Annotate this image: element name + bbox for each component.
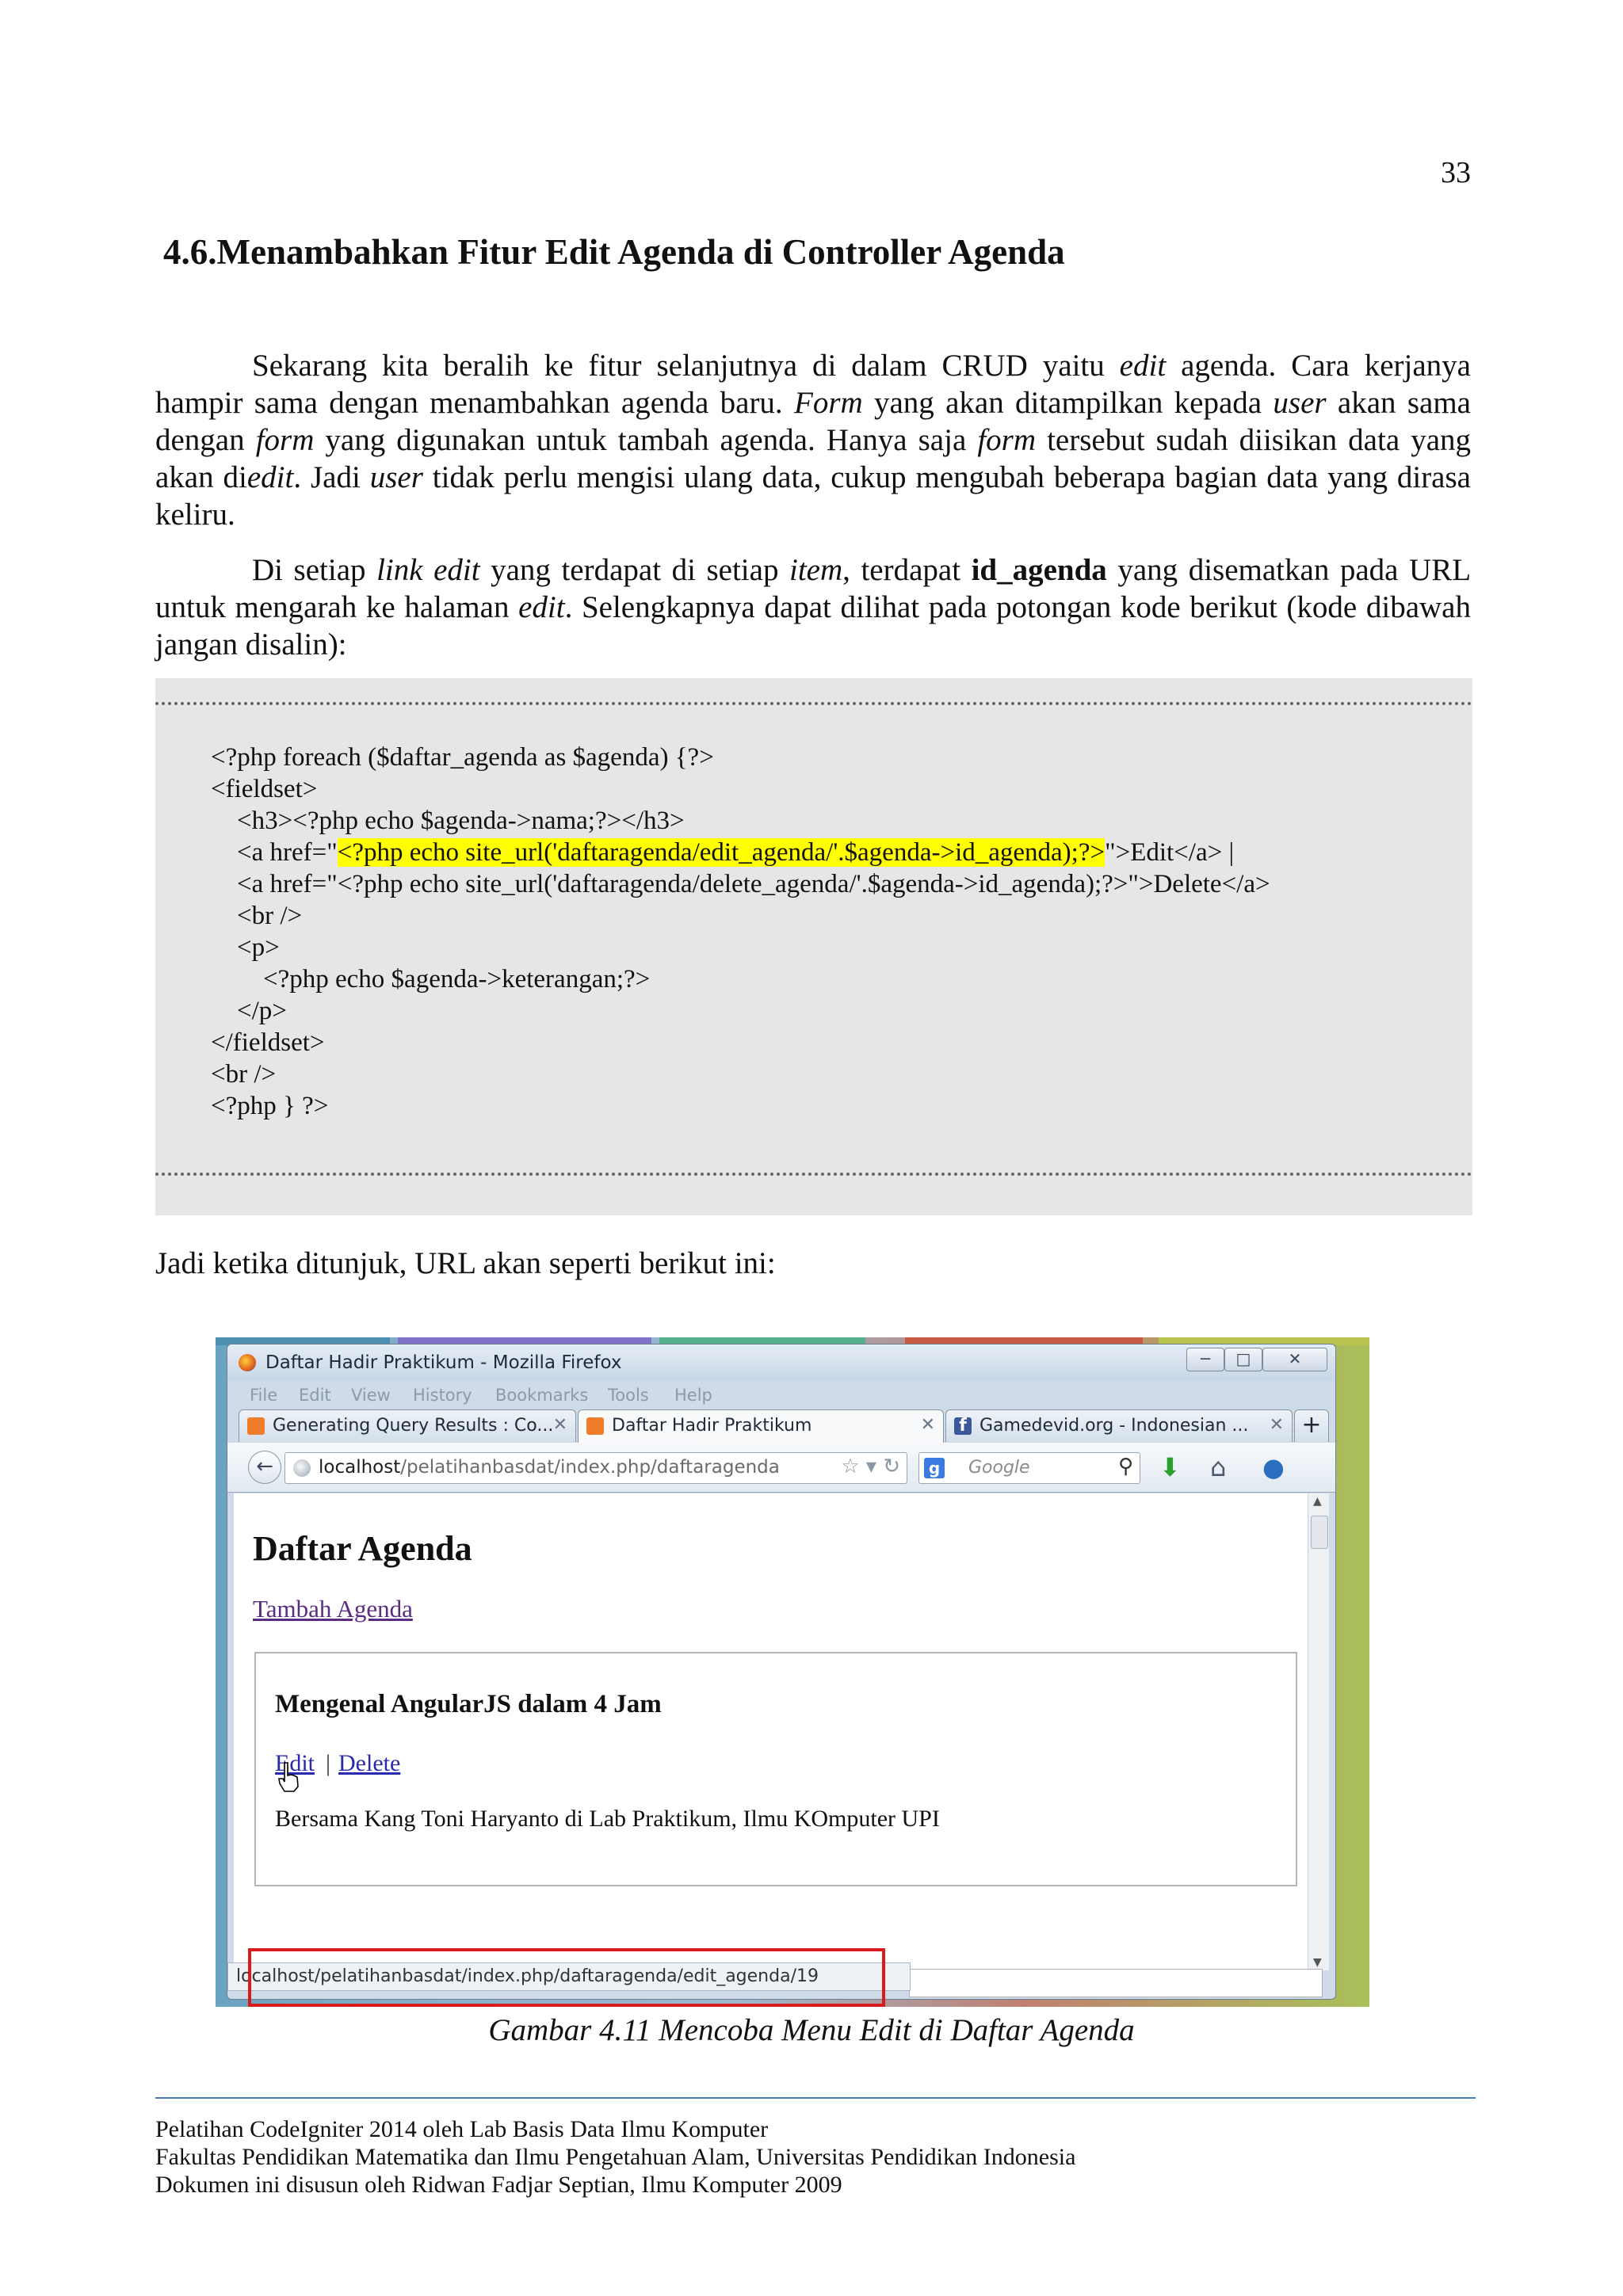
title-bar — [227, 1344, 1335, 1381]
code-line: <?php foreach ($daftar_agenda as $agenda) {?> — [211, 743, 714, 772]
maximize-button[interactable]: □ — [1224, 1348, 1262, 1371]
code-line: <?php echo $agenda->keterangan;?> — [211, 965, 651, 994]
firefox-logo-icon — [239, 1354, 256, 1371]
hand-cursor-icon — [277, 1761, 300, 1793]
close-tab-icon[interactable]: ✕ — [552, 1415, 567, 1435]
page-heading: Daftar Agenda — [253, 1529, 472, 1568]
footer-divider — [155, 2097, 1476, 2099]
footer-line: Fakultas Pendidikan Matematika dan Ilmu Pengetahuan Alam, Universitas Pendidikan Indonesia — [155, 2144, 1076, 2170]
code-top-divider — [155, 702, 1472, 705]
menu-tools[interactable]: Tools — [608, 1386, 649, 1405]
delete-link[interactable]: Delete — [338, 1750, 401, 1776]
search-bar[interactable] — [918, 1452, 1140, 1484]
code-line: <a href="<?php echo site_url('daftaragenda/edit_agenda/'.$agenda->id_agenda);?>">Edit</a> | — [211, 838, 1235, 867]
tab-gamedevid[interactable] — [945, 1409, 1293, 1442]
addon-icon[interactable]: ● — [1262, 1452, 1285, 1482]
menu-bar — [227, 1381, 1335, 1408]
code-line: <?php } ?> — [211, 1092, 329, 1120]
footer-line: Pelatihan CodeIgniter 2014 oleh Lab Basis Data Ilmu Komputer — [155, 2116, 769, 2142]
code-line: </fieldset> — [211, 1028, 325, 1057]
code-block — [155, 678, 1472, 1215]
scrollbar-thumb[interactable] — [1311, 1516, 1328, 1549]
url-bar[interactable] — [285, 1452, 907, 1484]
menu-history[interactable]: History — [413, 1386, 472, 1405]
code-line: <br /> — [211, 1060, 277, 1089]
status-url: localhost/pelatihanbasdat/index.php/daftaragenda/edit_agenda/19 — [236, 1966, 819, 1986]
google-icon: g — [924, 1458, 945, 1478]
horizontal-scrollbar[interactable] — [909, 1969, 1323, 1997]
scroll-up-icon[interactable]: ▲ — [1313, 1495, 1322, 1508]
xampp-icon — [247, 1417, 265, 1435]
search-icon[interactable]: ⚲ — [1117, 1455, 1133, 1478]
xampp-icon — [586, 1417, 604, 1435]
window-title: Daftar Hadir Praktikum - Mozilla Firefox — [265, 1352, 622, 1373]
highlight-box — [248, 1948, 885, 2007]
code-bottom-divider — [155, 1173, 1472, 1176]
menu-edit[interactable]: Edit — [299, 1386, 331, 1405]
code-lines — [211, 742, 1270, 1122]
close-tab-icon[interactable]: ✕ — [920, 1415, 935, 1435]
navigation-bar — [227, 1443, 1335, 1493]
globe-icon — [293, 1459, 311, 1477]
agenda-description: Bersama Kang Toni Haryanto di Lab Praktikum, Ilmu KOmputer UPI — [275, 1806, 940, 1832]
menu-file[interactable]: File — [250, 1386, 278, 1405]
tambah-agenda-link[interactable]: Tambah Agenda — [253, 1595, 413, 1623]
intro-paragraph: Sekarang kita beralih ke fitur selanjutnya di dalam CRUD yaitu edit agenda. Cara kerjanya hampir sama dengan menambahkan agenda baru. Form yang akan ditampilkan kepada user akan sama dengan form yang digunakan untuk tambah agenda. Hanya saja form tersebut sudah diisikan data yang akan diedit. Jadi user tidak perlu mengisi ulang data, cukup mengubah beberapa bagian data yang dirasa keliru. — [155, 349, 1472, 532]
figure-caption: Gambar 4.11 Mencoba Menu Edit di Daftar Agenda — [488, 2013, 1135, 2047]
tab-daftar-hadir[interactable] — [578, 1409, 944, 1444]
section-heading: 4.6.Menambahkan Fitur Edit Agenda di Controller Agenda — [163, 232, 1065, 272]
minimize-button[interactable]: ─ — [1186, 1348, 1224, 1371]
url-text: localhost/pelatihanbasdat/index.php/daftaragenda — [319, 1457, 780, 1478]
browser-screenshot — [216, 1337, 1369, 2007]
agenda-title: Mengenal AngularJS dalam 4 Jam — [275, 1690, 662, 1718]
page-number: 33 — [1441, 156, 1471, 189]
scrollbar[interactable] — [1308, 1493, 1329, 1970]
tab-label: Daftar Hadir Praktikum — [612, 1416, 812, 1436]
agenda-fieldset — [254, 1652, 1297, 1886]
facebook-icon: f — [954, 1417, 972, 1435]
tab-query-results[interactable] — [239, 1409, 576, 1442]
tab-label: Gamedevid.org - Indonesian ... — [980, 1416, 1249, 1436]
highlighted-code: <?php echo site_url('daftaragenda/edit_agenda/'.$agenda->id_agenda);?> — [337, 838, 1106, 867]
new-tab-button[interactable]: + — [1294, 1409, 1329, 1442]
search-placeholder: Google — [968, 1458, 1030, 1478]
scroll-down-icon[interactable]: ▼ — [1313, 1956, 1322, 1969]
code-line: <h3><?php echo $agenda->nama;?></h3> — [211, 807, 685, 835]
menu-help[interactable]: Help — [674, 1386, 712, 1405]
bookmark-star-icon[interactable]: ☆ ▾ ↻ — [841, 1455, 900, 1478]
close-tab-icon[interactable]: ✕ — [1269, 1415, 1284, 1435]
code-line: <br /> — [211, 902, 303, 930]
code-line: <a href="<?php echo site_url('daftaragenda/delete_agenda/'.$agenda->id_agenda);?>">Delete</a> — [211, 870, 1270, 898]
after-code-text: Jadi ketika ditunjuk, URL akan seperti berikut ini: — [155, 1246, 776, 1280]
tab-bar — [227, 1409, 1335, 1443]
back-button[interactable]: ← — [248, 1451, 281, 1484]
close-window-button[interactable]: ✕ — [1262, 1348, 1327, 1371]
menu-view[interactable]: View — [351, 1386, 391, 1405]
footer-line: Dokumen ini disusun oleh Ridwan Fadjar Septian, Ilmu Komputer 2009 — [155, 2172, 842, 2198]
edit-link[interactable]: Edit — [275, 1750, 315, 1776]
download-icon[interactable]: ⬇ — [1159, 1452, 1181, 1482]
link-paragraph: Di setiap link edit yang terdapat di setiap item, terdapat id_agenda yang disematkan pada URL untuk mengarah ke halaman edit. Selengkapnya dapat dilihat pada potongan kode berikut (kode dibawah jangan disalin): — [155, 553, 1472, 662]
page-content — [234, 1493, 1308, 1970]
code-line: </p> — [211, 997, 287, 1025]
link-separator: | — [326, 1750, 331, 1776]
code-line: <p> — [211, 933, 280, 962]
firefox-window — [227, 1344, 1336, 2000]
code-line: <fieldset> — [211, 775, 318, 803]
tab-label: Generating Query Results : Co... — [273, 1416, 554, 1436]
menu-bookmarks[interactable]: Bookmarks — [495, 1386, 589, 1405]
home-icon[interactable]: ⌂ — [1210, 1452, 1227, 1482]
